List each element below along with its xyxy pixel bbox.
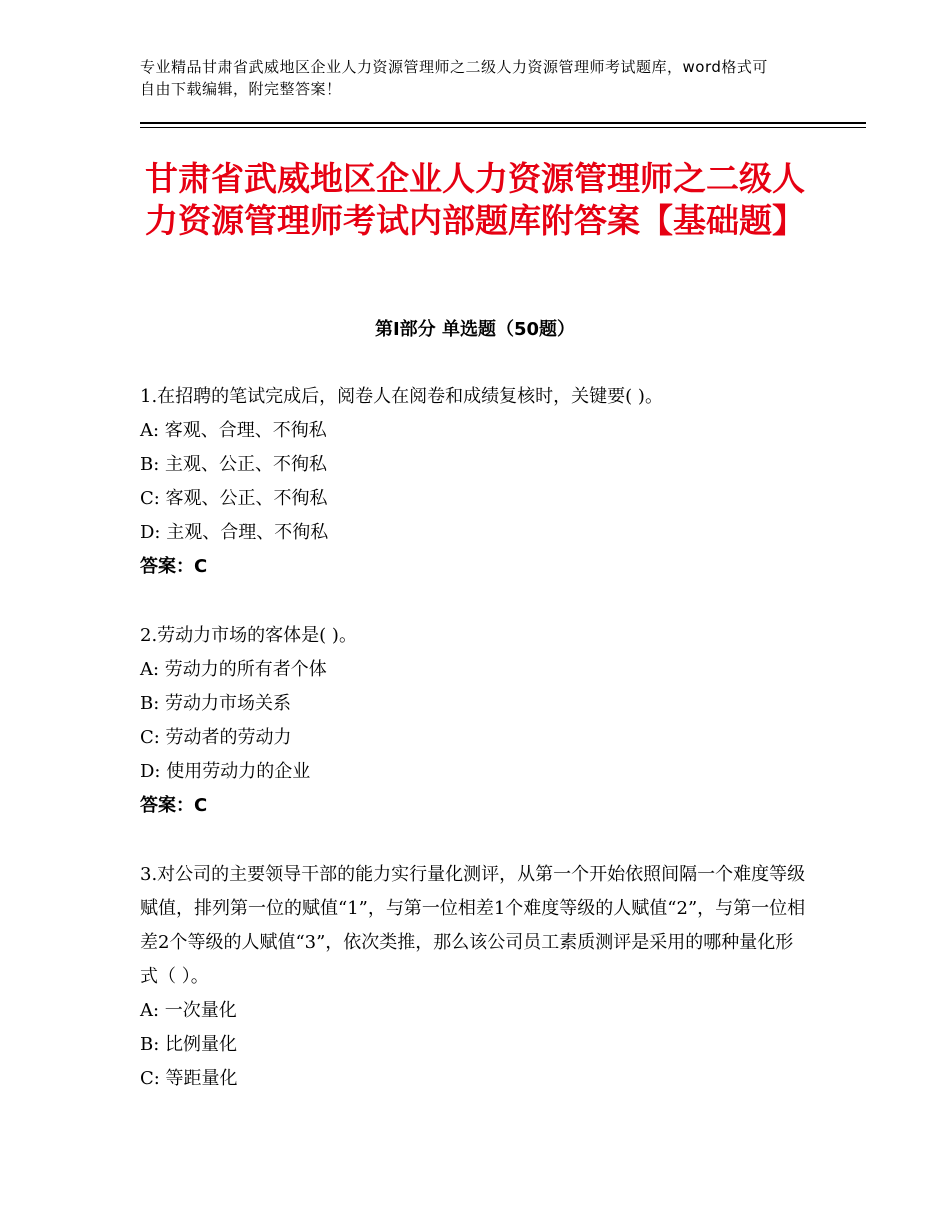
option-d: D: 主观、合理、不徇私 xyxy=(140,522,329,543)
option-c: C: 等距量化 xyxy=(140,1068,238,1089)
option-b: B: 劳动力市场关系 xyxy=(140,693,292,714)
option-d: D: 使用劳动力的企业 xyxy=(140,761,311,782)
answer: 答案：C xyxy=(140,556,208,577)
option-b: B: 主观、公正、不徇私 xyxy=(140,454,328,475)
question-1 xyxy=(140,380,810,584)
question-text: 2.劳动力市场的客体是( )。 xyxy=(140,625,357,646)
option-a: A: 劳动力的所有者个体 xyxy=(140,659,327,680)
option-c: C: 客观、公正、不徇私 xyxy=(140,488,328,509)
document-title: 甘肃省武威地区企业人力资源管理师之二级人力资源管理师考试内部题库附答案【基础题】 xyxy=(145,159,805,240)
header-note: 专业精品甘肃省武威地区企业人力资源管理师之二级人力资源管理师考试题库，word格式可自由下载编辑，附完整答案！ xyxy=(140,58,768,98)
question-text: 1.在招聘的笔试完成后，阅卷人在阅卷和成绩复核时，关键要( )。 xyxy=(140,386,663,407)
section-title: 第Ⅰ部分 单选题（50题） xyxy=(374,319,575,340)
option-a: A: 一次量化 xyxy=(140,1000,237,1021)
question-text: 3.对公司的主要领导干部的能力实行量化测评，从第一个开始依照间隔一个难度等级赋值，排列第一位的赋值“1”，与第一位相差1个难度等级的人赋值“2”，与第一位相差2个等级的人赋值“3”，依次类推，那么该公司员工素质测评是采用的哪种量化形式（ ）。 xyxy=(140,864,806,987)
header-rule-thin xyxy=(140,127,866,128)
option-b: B: 比例量化 xyxy=(140,1034,238,1055)
answer: 答案：C xyxy=(140,795,208,816)
option-a: A: 客观、合理、不徇私 xyxy=(140,420,327,441)
header-rule-thick xyxy=(140,122,866,124)
question-3 xyxy=(140,858,810,1096)
question-2 xyxy=(140,619,810,823)
option-c: C: 劳动者的劳动力 xyxy=(140,727,292,748)
